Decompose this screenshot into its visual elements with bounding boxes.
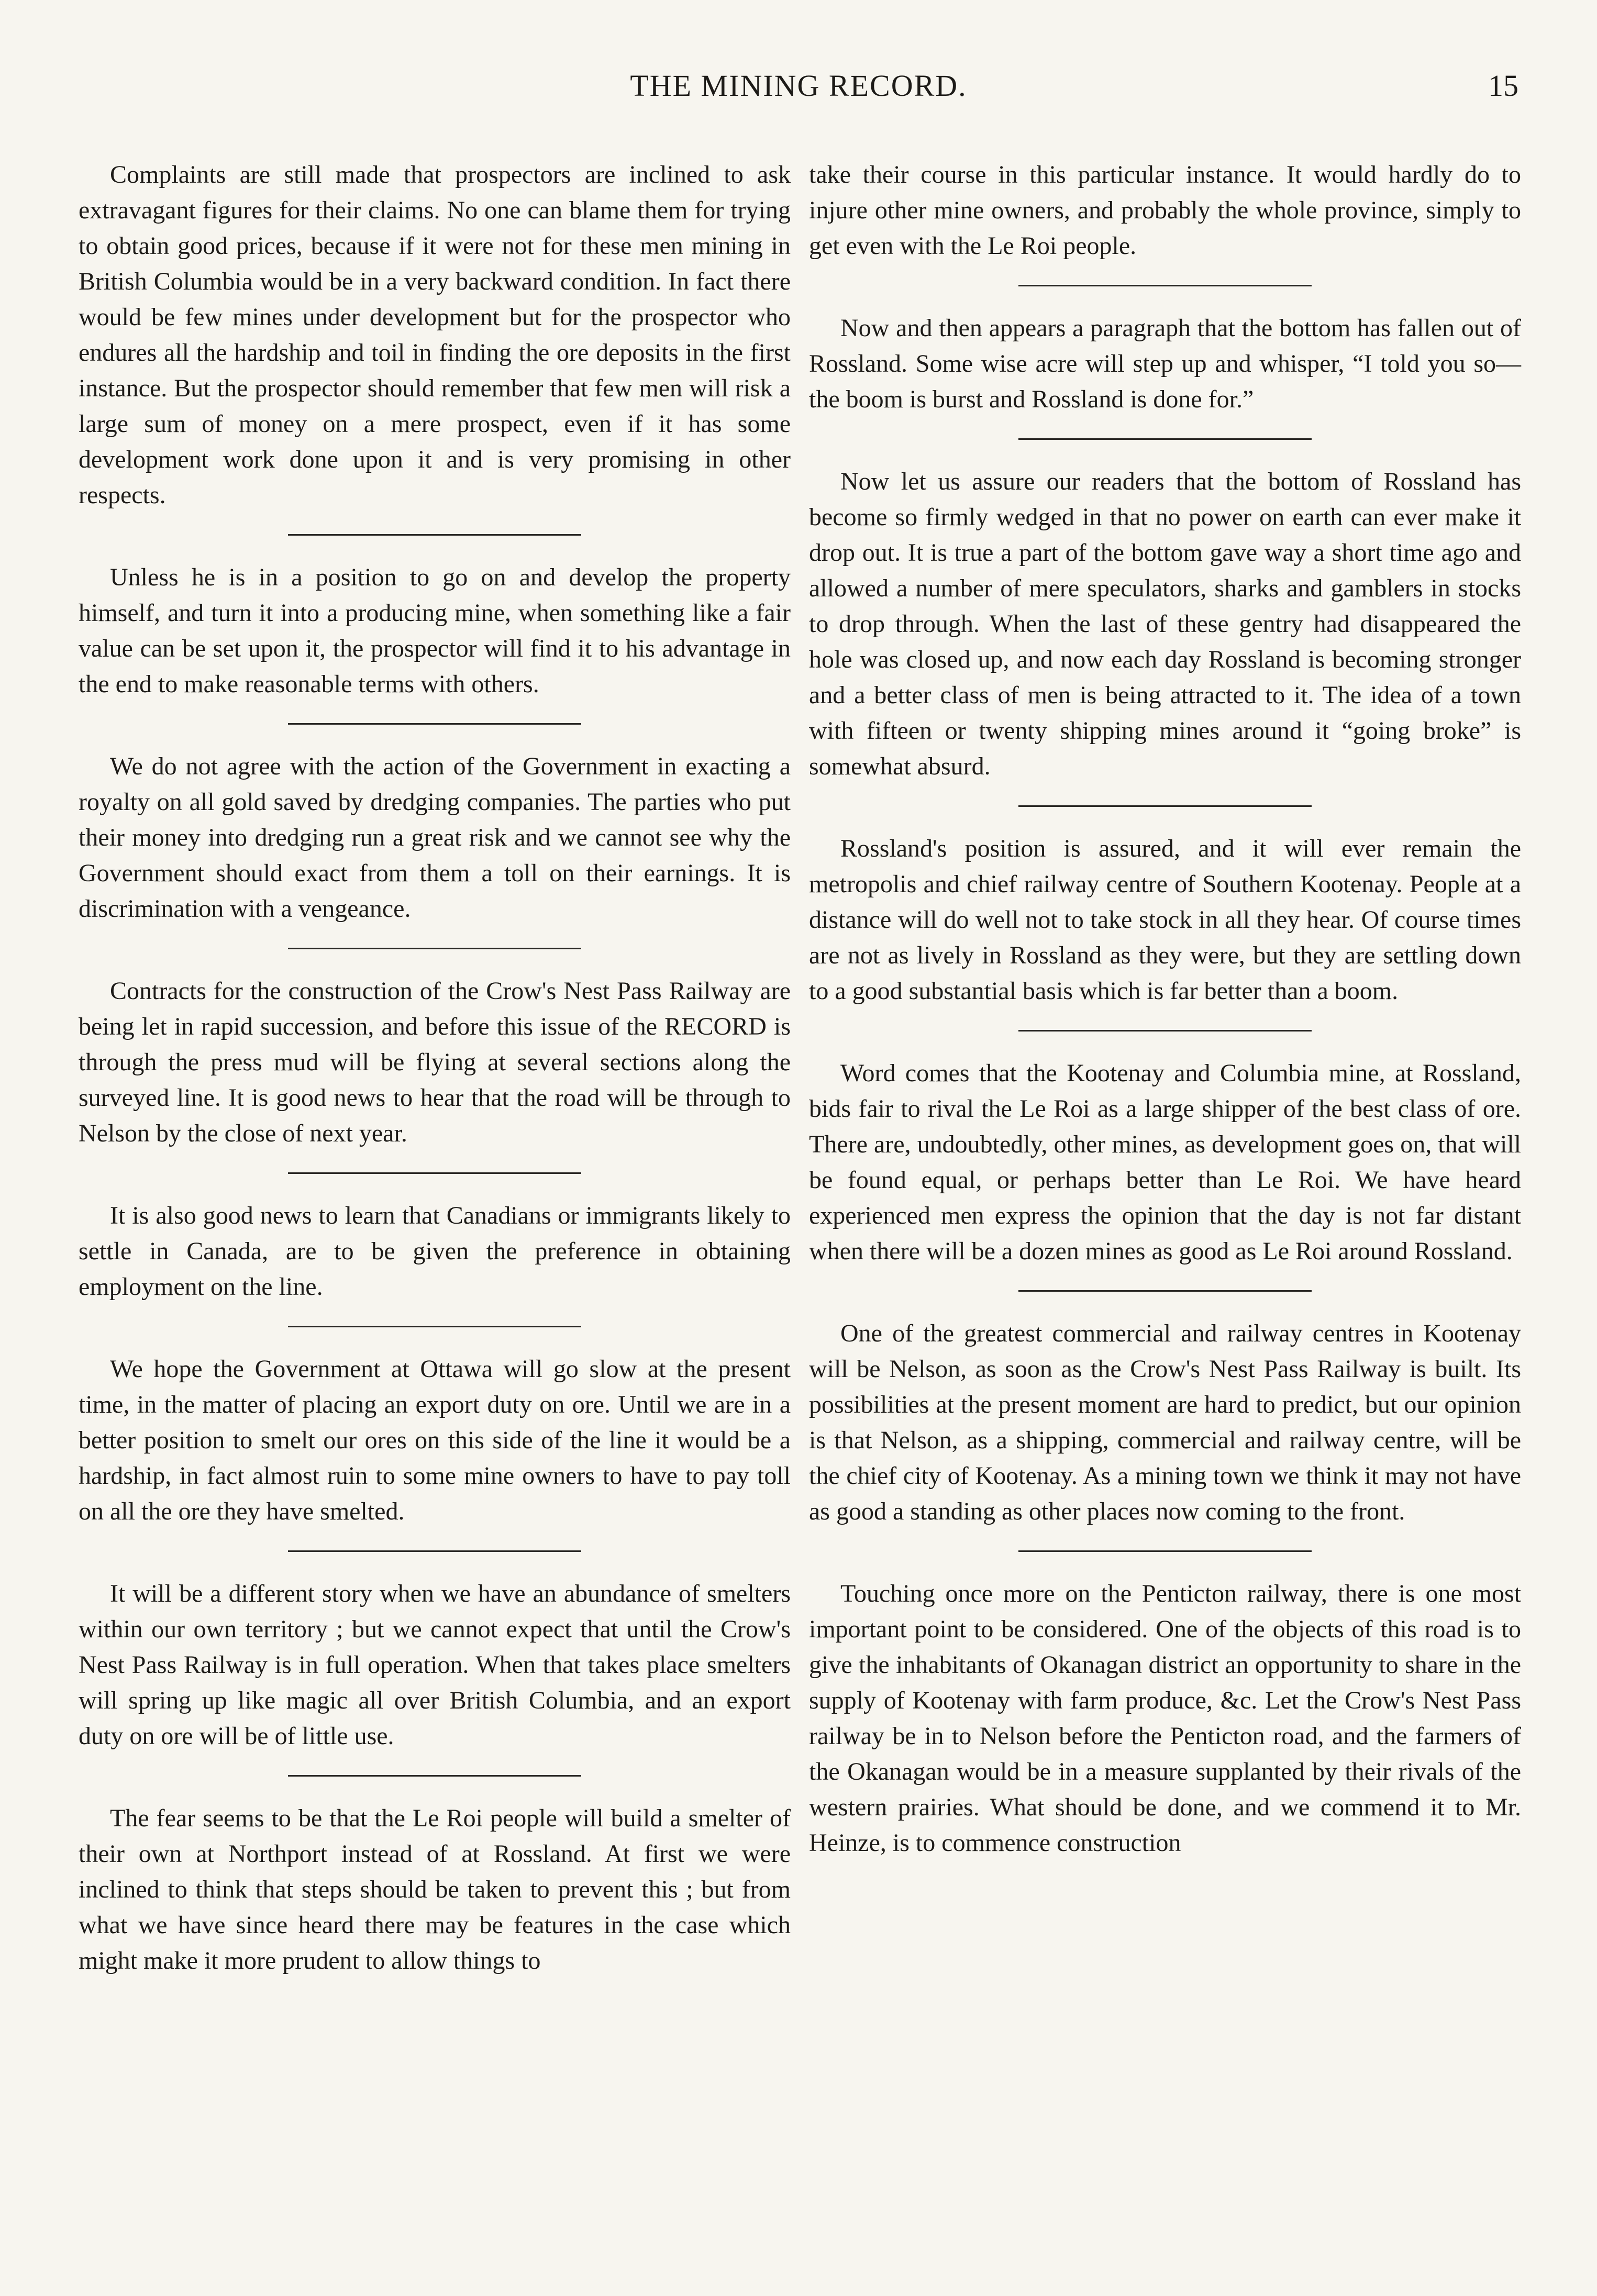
- article-paragraph: The fear seems to be that the Le Roi people will build a smelter of their own at Northport instead of at Rossland. At first we were inclined to think that steps should be taken to prevent this ; but from what we have since heard there may be features in the case which might make it more prudent to allow things to: [79, 1804, 791, 1975]
- section-divider: [288, 948, 581, 949]
- right-column: [809, 157, 1521, 1861]
- section-divider: [1018, 1550, 1312, 1552]
- section-divider: [288, 723, 581, 725]
- article-paragraph: We hope the Government at Ottawa will go slow at the present time, in the matter of placing an export duty on ore. Until we are in a better position to smelt our ores on this side of the line it would be a hardship, in fact almost ruin to some mine owners to have to pay toll on all the ore they have smelted.: [79, 1355, 791, 1525]
- left-column: [79, 157, 791, 1979]
- page-number: 15: [1488, 69, 1518, 103]
- continued-paragraph: take their course in this particular instance. It would hardly do to injure other mine owners, and probably the whole province, simply to get even with the Le Roi people.: [809, 161, 1521, 260]
- article-paragraph: Unless he is in a position to go on and develop the property himself, and turn it into a producing mine, when something like a fair value can be set upon it, the prospector will find it to his advantage in the end to make reasonable terms with others.: [79, 563, 791, 698]
- section-divider: [288, 1172, 581, 1174]
- article-paragraph: It is also good news to learn that Canadians or immigrants likely to settle in Canada, are to be given the preference in obtaining employment on the line.: [79, 1202, 791, 1301]
- section-divider: [1018, 438, 1312, 440]
- article-paragraph: It will be a different story when we have an abundance of smelters within our own territory ; but we cannot expect that until the Crow's Nest Pass Railway is in full operation. When that takes place smelters will spring up like magic all over British Columbia, and an export duty on ore will be of little use.: [79, 1580, 791, 1750]
- page-header: [0, 68, 1597, 110]
- article-paragraph: One of the greatest commercial and railway centres in Kootenay will be Nelson, as soon as the Crow's Nest Pass Railway is built. Its possibilities at the present moment are hard to predict, but our opinion is that Nelson, as a shipping, commercial and railway centre, will be the chief city of Kootenay. As a mining town we think it may not have as good a standing as other places now coming to the front.: [809, 1319, 1521, 1525]
- publication-title: THE MINING RECORD.: [630, 69, 967, 103]
- section-divider: [1018, 285, 1312, 286]
- section-divider: [288, 1775, 581, 1777]
- section-divider: [288, 534, 581, 536]
- article-paragraph: Contracts for the construction of the Crow's Nest Pass Railway are being let in rapid succession, and before this issue of the RECORD is through the press mud will be flying at several sections along the surveyed line. It is good news to hear that the road will be through to Nelson by the close of next year.: [79, 977, 791, 1147]
- section-divider: [288, 1326, 581, 1327]
- section-divider: [1018, 1290, 1312, 1292]
- article-paragraph: Now and then appears a paragraph that the bottom has fallen out of Rossland. Some wise acre will step up and whisper, “I told you so—the boom is burst and Rossland is done for.”: [809, 314, 1521, 413]
- section-divider: [1018, 805, 1312, 807]
- article-paragraph: Now let us assure our readers that the bottom of Rossland has become so firmly wedged in that no power on earth can ever make it drop out. It is true a part of the bottom gave way a short time ago and allowed a number of mere speculators, sharks and gamblers in stocks to drop through. When the last of these gentry had disappeared the hole was closed up, and now each day Rossland is becoming stronger and a better class of men is being attracted to it. The idea of a town with fifteen or twenty shipping mines around it “going broke” is somewhat absurd.: [809, 468, 1521, 780]
- article-paragraph: Word comes that the Kootenay and Columbia mine, at Rossland, bids fair to rival the Le Roi as a large shipper of the best class of ore. There are, undoubtedly, other mines, as development goes on, that will be found equal, or perhaps better than Le Roi. We have heard experienced men express the opinion that the day is not far distant when there will be a dozen mines as good as Le Roi around Rossland.: [809, 1059, 1521, 1265]
- section-divider: [1018, 1030, 1312, 1031]
- article-paragraph: Touching once more on the Penticton railway, there is one most important point to be considered. One of the objects of this road is to give the inhabitants of Okanagan district an opportunity to share in the supply of Kootenay with farm produce, &c. Let the Crow's Nest Pass railway be in to Nelson before the Penticton road, and the farmers of the Okanagan would be in a measure supplanted by their rivals of the western prairies. What should be done, and we commend it to Mr. Heinze, is to commence construction: [809, 1580, 1521, 1857]
- article-paragraph: Complaints are still made that prospectors are inclined to ask extravagant figures for their claims. No one can blame them for trying to obtain good prices, because if it were not for these men mining in British Columbia would be in a very backward condition. In fact there would be few mines under development but for the prospector who endures all the hardship and toil in finding the ore deposits in the first instance. But the prospector should remember that few men will risk a large sum of money on a mere prospect, even if it has some development work done upon it and is very promising in other respects.: [79, 161, 791, 509]
- section-divider: [288, 1550, 581, 1552]
- article-paragraph: We do not agree with the action of the Government in exacting a royalty on all gold saved by dredging companies. The parties who put their money into dredging run a great risk and we cannot see why the Government should exact from them a toll on their earnings. It is discrimination with a vengeance.: [79, 752, 791, 923]
- article-paragraph: Rossland's position is assured, and it will ever remain the metropolis and chief railway centre of Southern Kootenay. People at a distance will do well not to take stock in all they hear. Of course times are not as lively in Rossland as they were, but they are settling down to a good substantial basis which is far better than a boom.: [809, 835, 1521, 1005]
